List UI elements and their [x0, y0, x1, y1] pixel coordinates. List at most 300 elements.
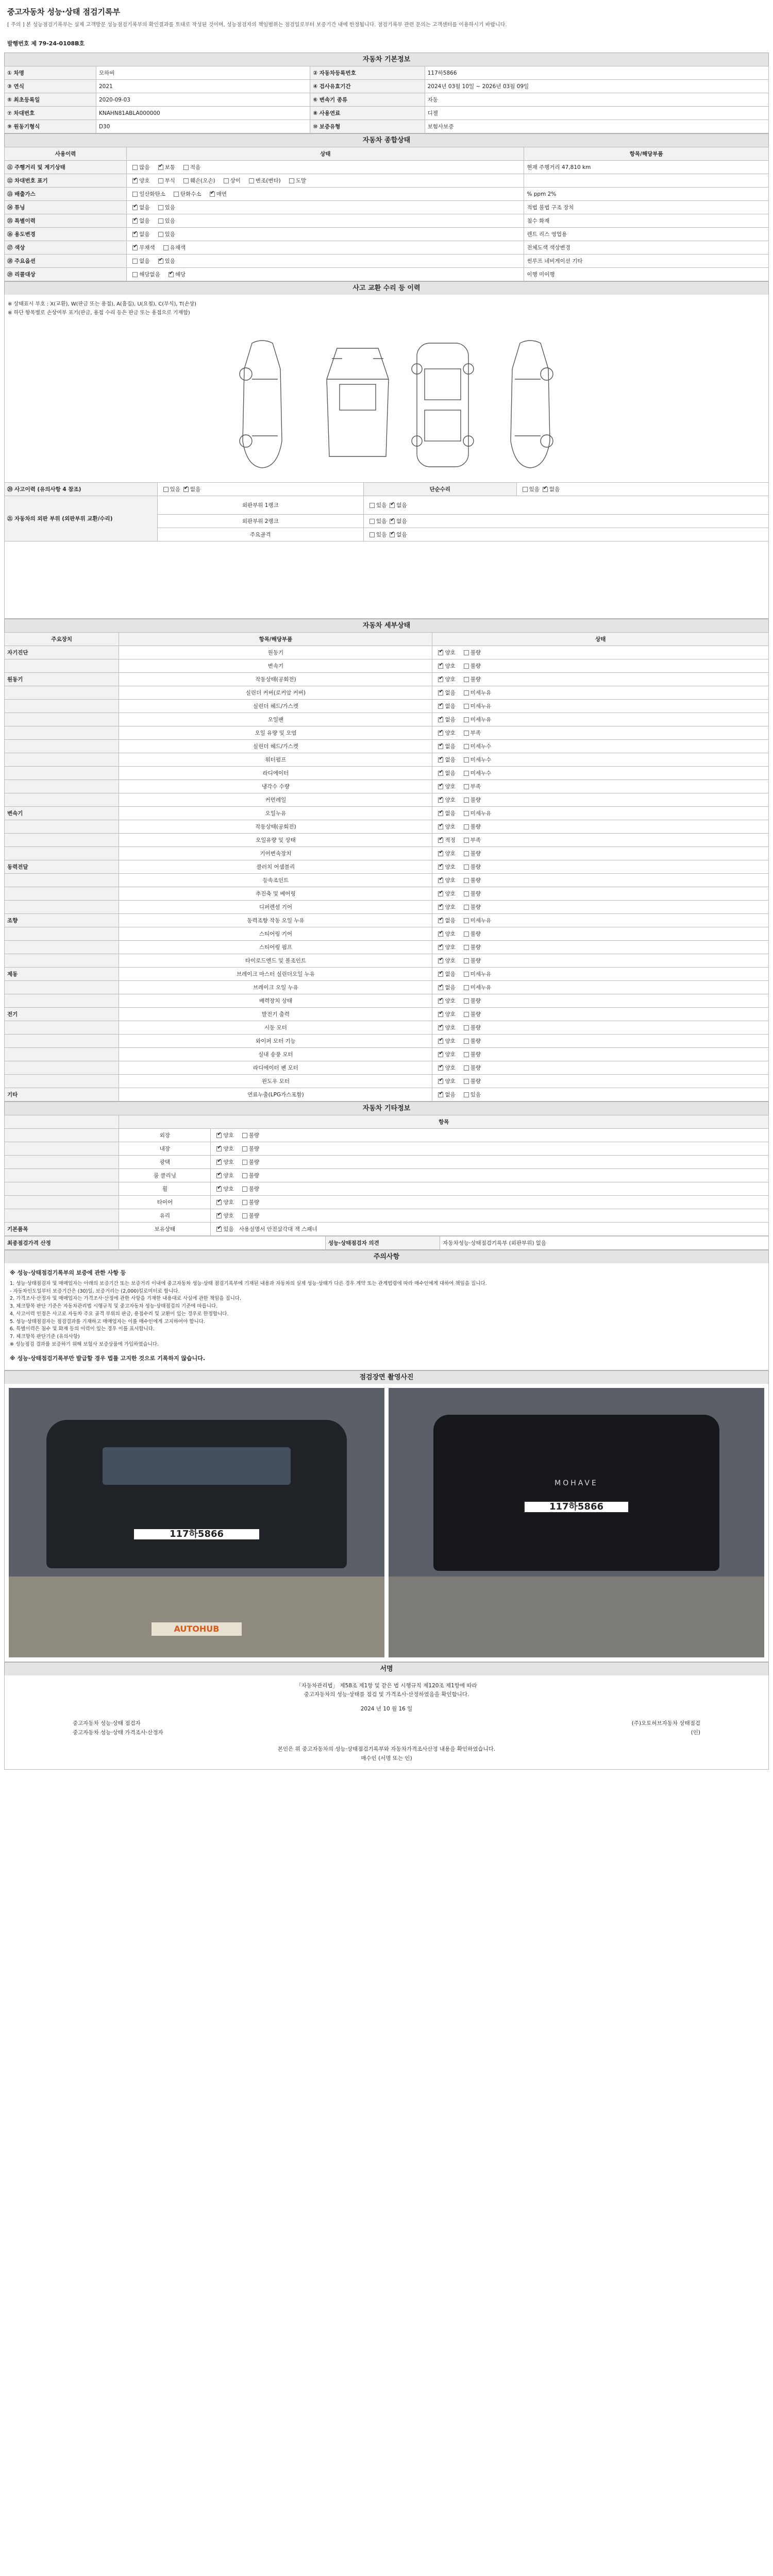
section-basic-info: 자동차 기본정보 [4, 53, 769, 66]
general-row [5, 268, 769, 281]
other-item: 룸 클리닝 [119, 1169, 211, 1182]
option-checkbox[interactable] [183, 178, 189, 183]
extra-has-checkbox[interactable] [216, 1227, 222, 1232]
other-state [211, 1156, 769, 1169]
state-good-label: 양호 [445, 1038, 456, 1044]
general-row [5, 255, 769, 268]
basic-value: 디젤 [425, 107, 768, 120]
detail-part: 브레이크 오일 누유 [119, 981, 432, 994]
detail-row [5, 1075, 769, 1088]
state-bad-checkbox[interactable] [464, 824, 469, 829]
state-good-label: 양호 [445, 944, 456, 951]
state-bad-checkbox[interactable] [464, 1052, 469, 1057]
col-state: 상태 [127, 147, 524, 161]
state-bad-label: 미세누유 [470, 690, 492, 696]
panel2-no-checkbox[interactable] [390, 519, 395, 524]
option-checkbox[interactable] [132, 205, 138, 210]
detail-device [5, 700, 119, 713]
detail-row [5, 874, 769, 887]
notice-text: [ 주의 ] 본 성능점검기록부는 실제 고객방문 성능점검기록부의 확인결과를 토대로 작성된 것이며, 성능점검자의 책임범위는 점검일로부터 보증기간 내에 한정됩니다. 점검기록부 관련 문의는 고객센터를 이용하시기 바랍니다. [7, 22, 507, 28]
general-label: ⑮ 특별이력 [5, 214, 127, 228]
state-bad-checkbox[interactable] [464, 851, 469, 856]
state-good-checkbox[interactable] [438, 731, 443, 736]
state-bad-checkbox[interactable] [464, 1079, 469, 1084]
option-checkbox[interactable] [210, 192, 215, 197]
state-good-checkbox[interactable] [438, 851, 443, 856]
detail-row [5, 981, 769, 994]
detail-row [5, 927, 769, 941]
detail-part: 브레이크 마스터 실린더오일 누유 [119, 968, 432, 981]
state-good-checkbox[interactable] [438, 1039, 443, 1044]
section-notes: 주의사항 [4, 1250, 769, 1263]
other-bad-checkbox[interactable] [242, 1200, 247, 1205]
frame-no-checkbox[interactable] [390, 532, 395, 537]
option-label: 부식 [164, 178, 175, 184]
state-bad-label: 불량 [470, 1052, 481, 1058]
panel2-no-label: 없음 [396, 518, 407, 524]
detail-part: 시동 모터 [119, 1021, 432, 1035]
state-good-label: 양호 [445, 676, 456, 683]
detail-state [432, 834, 769, 847]
general-row [5, 174, 769, 188]
detail-state [432, 659, 769, 673]
state-bad-label: 불량 [470, 1011, 481, 1018]
basic-row [5, 80, 769, 93]
accident-yes-checkbox[interactable] [163, 487, 169, 492]
other-bad-checkbox[interactable] [242, 1133, 247, 1138]
state-good-label: 양호 [445, 1078, 456, 1084]
option-checkbox[interactable] [132, 245, 138, 250]
state-good-label: 양호 [445, 1052, 456, 1058]
option-checkbox[interactable] [158, 178, 163, 183]
detail-row [5, 954, 769, 968]
panel2-yes-checkbox[interactable] [369, 519, 375, 524]
state-good-label: 양호 [445, 663, 456, 669]
section-other-info: 자동차 기타정보 [4, 1101, 769, 1115]
detail-part: 실린더 커버(로커암 커버) [119, 686, 432, 700]
other-bad-label: 불량 [248, 1213, 259, 1219]
car-front-icon [322, 338, 394, 472]
state-bad-checkbox[interactable] [464, 985, 469, 990]
dealer-confirm: 본인은 위 중고자동차의 성능·상태점검기록부와 자동차가격조사산정 내용을 확인하였습니다. [277, 1745, 496, 1752]
detail-device [5, 847, 119, 860]
detail-part: 실내 송풍 모터 [119, 1048, 432, 1061]
detail-part: 연료누출(LPG가스포함) [119, 1088, 432, 1101]
other-good-checkbox[interactable] [216, 1213, 222, 1218]
state-good-checkbox[interactable] [438, 717, 443, 722]
option-label: 있음 [164, 205, 175, 211]
state-good-checkbox[interactable] [438, 784, 443, 789]
option-checkbox[interactable] [249, 178, 254, 183]
option-checkbox[interactable] [132, 178, 138, 183]
col-item: 항목/해당부품 [524, 147, 769, 161]
state-good-checkbox[interactable] [438, 664, 443, 669]
state-good-checkbox[interactable] [438, 1065, 443, 1071]
state-bad-checkbox[interactable] [464, 798, 469, 803]
state-good-checkbox[interactable] [438, 958, 443, 963]
state-good-checkbox[interactable] [438, 1052, 443, 1057]
basic-label: ③ 연식 [5, 80, 96, 93]
state-bad-checkbox[interactable] [464, 972, 469, 977]
detail-device: 자기진단 [5, 646, 119, 659]
state-good-checkbox[interactable] [438, 931, 443, 937]
option-checkbox[interactable] [158, 259, 163, 264]
state-good-checkbox[interactable] [438, 744, 443, 749]
state-good-checkbox[interactable] [438, 905, 443, 910]
state-good-checkbox[interactable] [438, 878, 443, 883]
other-good-checkbox[interactable] [216, 1133, 222, 1138]
other-bad-label: 불량 [248, 1173, 259, 1179]
windshield [103, 1447, 291, 1485]
option-checkbox[interactable] [132, 218, 138, 224]
accident-no-checkbox[interactable] [183, 487, 189, 492]
basic-label: ② 자동차등록번호 [310, 66, 425, 80]
detail-row [5, 901, 769, 914]
state-bad-checkbox[interactable] [464, 1025, 469, 1030]
option-checkbox[interactable] [224, 178, 229, 183]
detail-device [5, 901, 119, 914]
detail-device [5, 834, 119, 847]
detail-state [432, 807, 769, 820]
detail-row [5, 1035, 769, 1048]
state-good-checkbox[interactable] [438, 650, 443, 655]
other-item: 광택 [119, 1156, 211, 1169]
other-good-checkbox[interactable] [216, 1146, 222, 1151]
frame-yes-checkbox[interactable] [369, 532, 375, 537]
other-bad-label: 불량 [248, 1186, 259, 1192]
other-good-label: 양호 [223, 1199, 234, 1206]
state-bad-label: 불량 [470, 958, 481, 964]
state-bad-checkbox[interactable] [464, 931, 469, 937]
option-checkbox[interactable] [289, 178, 294, 183]
state-bad-label: 불량 [470, 944, 481, 951]
state-good-checkbox[interactable] [438, 690, 443, 696]
other-good-checkbox[interactable] [216, 1187, 222, 1192]
detail-state [432, 874, 769, 887]
detail-device: 동력전달 [5, 860, 119, 874]
detail-row [5, 1021, 769, 1035]
detail-state [432, 686, 769, 700]
option-checkbox[interactable] [158, 165, 163, 170]
state-bad-checkbox[interactable] [464, 1012, 469, 1017]
detail-device [5, 767, 119, 780]
simple-no-checkbox[interactable] [543, 487, 548, 492]
state-bad-checkbox[interactable] [464, 945, 469, 950]
state-bad-checkbox[interactable] [464, 744, 469, 749]
detail-device [5, 1021, 119, 1035]
state-good-checkbox[interactable] [438, 985, 443, 990]
detail-row [5, 1008, 769, 1021]
detail-row [5, 646, 769, 659]
col-part: 항목/해당부품 [119, 633, 432, 646]
state-good-label: 양호 [445, 784, 456, 790]
state-good-label: 양호 [445, 824, 456, 830]
option-checkbox[interactable] [132, 272, 138, 277]
option-label: 상이 [230, 178, 241, 184]
other-bad-checkbox[interactable] [242, 1146, 247, 1151]
state-bad-label: 불량 [470, 877, 481, 884]
detail-state [432, 914, 769, 927]
option-label: 없음 [139, 218, 150, 224]
detail-part: 동력조향 작동 오일 누유 [119, 914, 432, 927]
simple-yes-label: 있음 [529, 486, 540, 493]
state-bad-label: 부족 [470, 837, 481, 843]
notes-footer: ※ 성능·상태점검기록부만 발급할 경우 법률 고지한 것으로 기록하지 않습니다. [10, 1354, 206, 1362]
detail-part: 타이로드엔드 및 볼조인트 [119, 954, 432, 968]
state-good-checkbox[interactable] [438, 704, 443, 709]
panel1-yes-checkbox[interactable] [369, 503, 375, 508]
state-bad-label: 불량 [470, 1065, 481, 1071]
other-state [211, 1209, 769, 1223]
detail-device [5, 713, 119, 726]
detail-state [432, 860, 769, 874]
option-checkbox[interactable] [158, 205, 163, 210]
state-good-label: 양호 [445, 877, 456, 884]
simple-yes-checkbox[interactable] [523, 487, 528, 492]
panel-detail-area [4, 541, 769, 619]
state-bad-checkbox[interactable] [464, 771, 469, 776]
detail-row [5, 673, 769, 686]
detail-part: 작동상태(공회전) [119, 673, 432, 686]
option-label: 적음 [190, 164, 201, 171]
other-good-checkbox[interactable] [216, 1200, 222, 1205]
state-good-label: 양호 [445, 904, 456, 910]
detail-row [5, 686, 769, 700]
damage-legend: ※ 상태표시 부호 : X(교환), W(판금 또는 용접), A(흠집), U(요철), C(부식), T(손상) [8, 301, 196, 307]
detail-row [5, 767, 769, 780]
other-bad-checkbox[interactable] [242, 1160, 247, 1165]
basic-value: 자동 [425, 93, 768, 107]
state-good-checkbox[interactable] [438, 891, 443, 896]
basic-value: D30 [96, 120, 310, 133]
state-bad-checkbox[interactable] [464, 664, 469, 669]
state-bad-checkbox[interactable] [464, 1092, 469, 1097]
general-note: 전체도색 색상변경 [524, 241, 769, 255]
state-good-checkbox[interactable] [438, 757, 443, 762]
detail-state [432, 713, 769, 726]
detail-state [432, 793, 769, 807]
other-good-label: 양호 [223, 1159, 234, 1165]
option-label: 일산화탄소 [139, 191, 165, 197]
state-bad-checkbox[interactable] [464, 704, 469, 709]
option-checkbox[interactable] [158, 232, 163, 237]
state-bad-label: 미세누유 [470, 810, 492, 817]
detail-state [432, 887, 769, 901]
other-good-label: 양호 [223, 1132, 234, 1139]
state-good-checkbox[interactable] [438, 998, 443, 1004]
state-bad-checkbox[interactable] [464, 878, 469, 883]
detail-state [432, 927, 769, 941]
other-bad-checkbox[interactable] [242, 1187, 247, 1192]
basic-value: 2020-09-03 [96, 93, 310, 107]
state-bad-label: 미세누유 [470, 703, 492, 709]
option-checkbox[interactable] [132, 232, 138, 237]
general-options [127, 201, 524, 214]
option-checkbox[interactable] [183, 165, 189, 170]
detail-part: 오일누유 [119, 807, 432, 820]
state-bad-checkbox[interactable] [464, 717, 469, 722]
general-note: % ppm 2% [524, 188, 769, 201]
detail-part: 작동상태(공회전) [119, 820, 432, 834]
state-bad-checkbox[interactable] [464, 1039, 469, 1044]
detail-row [5, 807, 769, 820]
note-item: 6. 특별이력은 침수 및 화재 등의 이력이 있는 경우 이를 표시합니다. [10, 1326, 155, 1332]
detail-part: 발전기 출력 [119, 1008, 432, 1021]
opinion-value: 자동차성능·상태점검기록부 (외판부위) 없음 [440, 1236, 769, 1250]
detail-row [5, 994, 769, 1008]
option-checkbox[interactable] [132, 259, 138, 264]
option-label: 많음 [139, 164, 150, 171]
detail-part: 워터펌프 [119, 753, 432, 767]
detail-state [432, 726, 769, 740]
state-bad-checkbox[interactable] [464, 865, 469, 870]
state-bad-checkbox[interactable] [464, 918, 469, 923]
basic-label: ⑨ 원동기형식 [5, 120, 96, 133]
other-state [211, 1182, 769, 1196]
detail-row [5, 887, 769, 901]
state-good-checkbox[interactable] [438, 1092, 443, 1097]
detail-row [5, 1048, 769, 1061]
state-good-checkbox[interactable] [438, 824, 443, 829]
note-item: ※ 성능점검 결과를 보증하기 위해 보험사 보증상품에 가입하였습니다. [10, 1341, 159, 1347]
other-bad-checkbox[interactable] [242, 1173, 247, 1178]
sign-line-1: 「자동차관리법」 제58조 제1항 및 같은 법 시행규칙 제120조 제1항에 따라 [296, 1682, 477, 1689]
state-bad-label: 불량 [470, 824, 481, 830]
detail-row [5, 1088, 769, 1101]
state-bad-checkbox[interactable] [464, 905, 469, 910]
general-row [5, 188, 769, 201]
frame-no-label: 없음 [396, 532, 407, 538]
general-note: 렌트 리스 영업용 [524, 228, 769, 241]
other-good-label: 양호 [223, 1186, 234, 1192]
detail-row [5, 740, 769, 753]
state-bad-label: 불량 [470, 931, 481, 937]
basic-label: ⑥ 변속기 종류 [310, 93, 425, 107]
state-bad-label: 불량 [470, 1078, 481, 1084]
state-bad-checkbox[interactable] [464, 891, 469, 896]
general-note: 썬루프 네비게이션 기타 [524, 255, 769, 268]
state-bad-checkbox[interactable] [464, 731, 469, 736]
state-good-checkbox[interactable] [438, 1025, 443, 1030]
general-options [127, 241, 524, 255]
car-right-side-icon [499, 338, 561, 472]
state-bad-checkbox[interactable] [464, 838, 469, 843]
state-good-label: 없음 [445, 971, 456, 977]
detail-state [432, 968, 769, 981]
state-good-checkbox[interactable] [438, 972, 443, 977]
option-checkbox[interactable] [163, 245, 169, 250]
frame-label: 주요골격 [157, 528, 363, 541]
state-good-checkbox[interactable] [438, 918, 443, 923]
other-good-checkbox[interactable] [216, 1173, 222, 1178]
state-bad-checkbox[interactable] [464, 650, 469, 655]
detail-row [5, 968, 769, 981]
option-checkbox[interactable] [169, 272, 174, 277]
other-row [5, 1142, 769, 1156]
car-top-icon [407, 338, 479, 472]
detail-device [5, 820, 119, 834]
detail-device [5, 740, 119, 753]
state-good-label: 양호 [445, 891, 456, 897]
detail-device [5, 726, 119, 740]
state-bad-label: 미세누수 [470, 757, 492, 763]
other-item: 외장 [119, 1129, 211, 1142]
section-detail-state: 자동차 세부상태 [4, 619, 769, 632]
general-label: ⑪ 주행거리 및 계기상태 [5, 161, 127, 174]
option-checkbox[interactable] [132, 165, 138, 170]
state-good-checkbox[interactable] [438, 838, 443, 843]
panel1-yes-label: 있음 [376, 502, 387, 509]
basic-info-table [4, 66, 769, 133]
col-device: 주요장치 [5, 633, 119, 646]
state-good-checkbox[interactable] [438, 1079, 443, 1084]
state-bad-checkbox[interactable] [464, 677, 469, 682]
state-good-checkbox[interactable] [438, 798, 443, 803]
state-bad-checkbox[interactable] [464, 690, 469, 696]
state-bad-checkbox[interactable] [464, 757, 469, 762]
state-bad-label: 불량 [470, 998, 481, 1004]
state-bad-checkbox[interactable] [464, 784, 469, 789]
detail-state [432, 820, 769, 834]
state-good-label: 없음 [445, 1092, 456, 1098]
state-good-checkbox[interactable] [438, 811, 443, 816]
detail-state [432, 1035, 769, 1048]
detail-part: 라디에이터 팬 모터 [119, 1061, 432, 1075]
general-row [5, 161, 769, 174]
detail-row [5, 914, 769, 927]
panel1-no-checkbox[interactable] [390, 503, 395, 508]
other-row [5, 1196, 769, 1209]
option-checkbox[interactable] [158, 218, 163, 224]
state-good-label: 양호 [445, 650, 456, 656]
state-bad-checkbox[interactable] [464, 1065, 469, 1071]
other-bad-label: 불량 [248, 1199, 259, 1206]
other-state [211, 1142, 769, 1156]
state-bad-checkbox[interactable] [464, 998, 469, 1004]
option-label: 있음 [164, 258, 175, 264]
basic-value: 모하비 [96, 66, 310, 80]
state-bad-label: 부족 [470, 784, 481, 790]
exchange-label: ㉑ 자동차의 외판 부위 (외판부위 교환/수리) [5, 496, 158, 541]
state-bad-checkbox[interactable] [464, 811, 469, 816]
option-label: 보통 [164, 164, 175, 171]
state-bad-label: 미세누유 [470, 717, 492, 723]
state-good-checkbox[interactable] [438, 865, 443, 870]
state-good-checkbox[interactable] [438, 1012, 443, 1017]
state-bad-label: 미세누수 [470, 743, 492, 750]
other-info-table [4, 1115, 769, 1236]
other-bad-checkbox[interactable] [242, 1213, 247, 1218]
sign-date: 2024 년 10 월 16 일 [360, 1706, 413, 1713]
other-good-checkbox[interactable] [216, 1160, 222, 1165]
appraiser-label: 중고자동차 성능·상태 가격조사·산정자 [73, 1729, 163, 1736]
state-bad-label: 미세누유 [470, 918, 492, 924]
option-checkbox[interactable] [132, 192, 138, 197]
other-state [211, 1129, 769, 1142]
detail-row [5, 793, 769, 807]
state-good-checkbox[interactable] [438, 771, 443, 776]
state-good-checkbox[interactable] [438, 945, 443, 950]
detail-state [432, 700, 769, 713]
state-good-checkbox[interactable] [438, 677, 443, 682]
frame-yes-label: 있음 [376, 532, 387, 538]
detail-part: 디퍼렌셜 기어 [119, 901, 432, 914]
note-item: 2. 가격조사·산정자 및 매매업자는 가격조사·산정에 관한 사항을 기재한 내용대로 사실에 관한 책임을 집니다. [10, 1296, 241, 1302]
detail-device [5, 1035, 119, 1048]
detail-state [432, 941, 769, 954]
state-bad-checkbox[interactable] [464, 958, 469, 963]
option-checkbox[interactable] [174, 192, 179, 197]
